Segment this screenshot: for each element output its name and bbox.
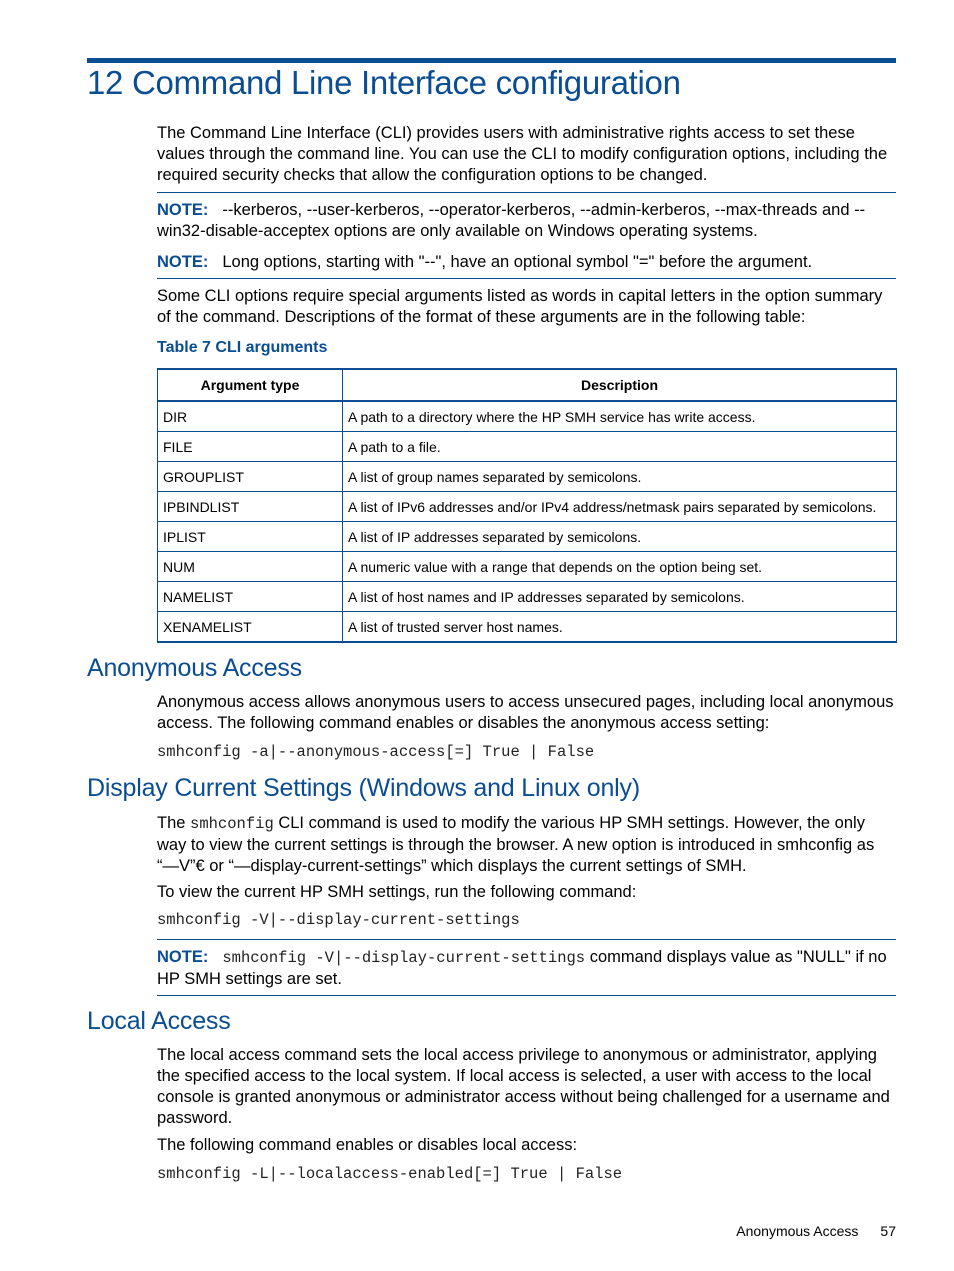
note-divider-bottom: [157, 995, 896, 996]
cli-arguments-table: [157, 368, 897, 643]
argument-type-cell: NAMELIST: [158, 582, 343, 612]
description-cell: A list of IP addresses separated by semicolons.: [343, 522, 897, 552]
display-paragraph-rest: CLI command is used to modify the various HP SMH settings. However, the only way to view the current settings is through the browser. A new option is introduced in smhconfig as “—V”€ or “—display-current-settings” which displays the current settings of SMH.: [157, 814, 875, 875]
argument-type-cell: DIR: [158, 401, 343, 432]
page-number: 57: [880, 1223, 896, 1239]
note-divider-top: [157, 192, 896, 193]
table-row: [158, 462, 897, 492]
argument-type-cell: IPLIST: [158, 522, 343, 552]
local-command: smhconfig -L|--localaccess-enabled[=] True | False: [157, 1165, 623, 1183]
heading-display-settings: Display Current Settings (Windows and Linux only): [87, 774, 640, 802]
table-row: [158, 612, 897, 643]
argument-type-cell: IPBINDLIST: [158, 492, 343, 522]
note-text: Long options, starting with "--", have an optional symbol "=" before the argument.: [222, 253, 813, 271]
local-enable-paragraph: The following command enables or disables local access:: [157, 1136, 578, 1154]
description-cell: A numeric value with a range that depends on the option being set.: [343, 552, 897, 582]
header-description: Description: [343, 369, 897, 401]
note-text: command displays value as "NULL" if no HP SMH settings are set.: [157, 948, 887, 988]
header-argument-type: Argument type: [158, 369, 343, 401]
description-cell: A list of trusted server host names.: [343, 612, 897, 643]
argument-type-cell: FILE: [158, 432, 343, 462]
note-divider-bottom: [157, 278, 896, 279]
display-run-paragraph: To view the current HP SMH settings, run the following command:: [157, 883, 637, 901]
heading-local-access: Local Access: [87, 1007, 231, 1035]
heading-anonymous-access: Anonymous Access: [87, 654, 302, 682]
note-divider-top: [157, 939, 896, 940]
argument-type-cell: GROUPLIST: [158, 462, 343, 492]
table-row: [158, 582, 897, 612]
argument-type-cell: NUM: [158, 552, 343, 582]
intro-paragraph: The Command Line Interface (CLI) provides users with administrative rights access to set these values through the command line. You can use the CLI to modify configuration options, including the required security checks that allow the configuration options to be changed.: [157, 124, 888, 184]
arguments-paragraph: Some CLI options require special arguments listed as words in capital letters in the option summary of the command. Descriptions of the format of these arguments are in the following table:: [157, 287, 883, 326]
display-command: smhconfig -V|--display-current-settings: [157, 911, 520, 929]
note-kerberos: [157, 200, 897, 242]
note-label: NOTE:: [157, 201, 209, 219]
argument-type-cell: XENAMELIST: [158, 612, 343, 643]
table-row: [158, 522, 897, 552]
chapter-title: 12 Command Line Interface configuration: [87, 64, 681, 101]
description-cell: A list of group names separated by semicolons.: [343, 462, 897, 492]
description-cell: A path to a file.: [343, 432, 897, 462]
table-row: [158, 552, 897, 582]
table-header-row: [158, 369, 897, 401]
description-cell: A list of host names and IP addresses separated by semicolons.: [343, 582, 897, 612]
anonymous-paragraph: Anonymous access allows anonymous users to access unsecured pages, including local anonymous access. The following command enables or disables the anonymous access setting:: [157, 693, 894, 732]
chapter-top-rule: [87, 58, 896, 63]
note-inline-code: smhconfig -V|--display-current-settings: [222, 949, 586, 967]
table-row: [158, 401, 897, 432]
note-display-settings: [157, 947, 897, 990]
table-row: [158, 432, 897, 462]
description-cell: A path to a directory where the HP SMH service has write access.: [343, 401, 897, 432]
table-row: [158, 492, 897, 522]
page-footer: [736, 1223, 896, 1239]
table-caption: Table 7 CLI arguments: [157, 339, 328, 356]
description-cell: A list of IPv6 addresses and/or IPv4 address/netmask pairs separated by semicolons.: [343, 492, 897, 522]
anonymous-command: smhconfig -a|--anonymous-access[=] True | False: [157, 743, 595, 761]
note-label: NOTE:: [157, 948, 209, 966]
note-long-options: [157, 252, 897, 273]
note-label: NOTE:: [157, 253, 209, 271]
local-paragraph: The local access command sets the local access privilege to anonymous or administrator, applying the specified access to the local system. If local access is selected, a user with access to the local console is granted anonymous or administrator access without being challenged for a username and password.: [157, 1046, 890, 1127]
footer-section: Anonymous Access: [736, 1223, 859, 1239]
smhconfig-inline-code: smhconfig: [190, 815, 274, 833]
note-text: --kerberos, --user-kerberos, --operator-kerberos, --admin-kerberos, --max-threads and --win32-disable-acceptex options are only available on Windows operating systems.: [157, 201, 866, 240]
display-paragraph-start: The: [157, 814, 191, 832]
display-paragraph: [157, 813, 897, 877]
